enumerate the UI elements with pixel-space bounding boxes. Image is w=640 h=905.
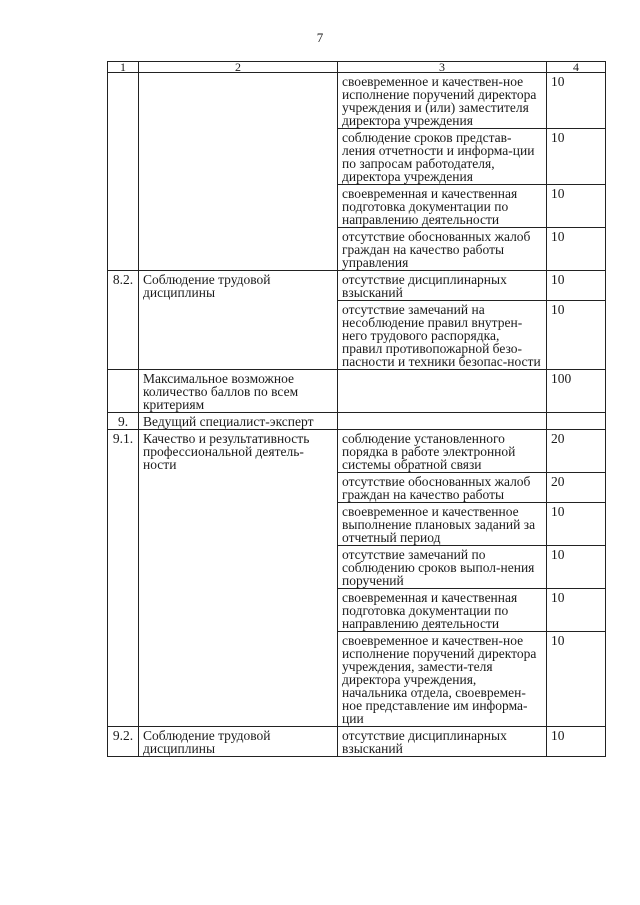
criterion: отсутствие дисциплинарных взысканий <box>338 727 547 757</box>
header-col-4: 4 <box>547 62 606 73</box>
header-row <box>108 62 606 73</box>
item-number <box>108 370 139 413</box>
score: 10 <box>547 632 606 727</box>
item-name: Соблюдение трудовой дисциплины <box>139 727 338 757</box>
criterion: своевременное и качествен-ное исполнение поручений директора учреждения, замести-теля директора учреждения, начальника отдела, своевремен-ное представление им информа-ции <box>338 632 547 727</box>
criterion: отсутствие дисциплинарных взысканий <box>338 271 547 301</box>
criterion: своевременная и качественная подготовка документации по направлению деятельности <box>338 185 547 228</box>
criterion: отсутствие замечаний по соблюдению сроков выпол-нения поручений <box>338 546 547 589</box>
item-name: Качество и результативность профессиональной деятель-ности <box>139 430 338 727</box>
score: 100 <box>547 370 606 413</box>
table-row <box>108 73 606 129</box>
item-number: 9.2. <box>108 727 139 757</box>
page-number: 7 <box>316 30 324 45</box>
table-row <box>108 370 606 413</box>
item-number: 8.2. <box>108 271 139 370</box>
item-name: Соблюдение трудовой дисциплины <box>139 271 338 370</box>
score: 10 <box>547 727 606 757</box>
table-row <box>108 271 606 301</box>
criterion <box>338 370 547 413</box>
header-col-2: 2 <box>139 62 338 73</box>
criterion: отсутствие замечаний на несоблюдение правил внутрен-него трудового распорядка, правил противопожарной безо-пасности и техники безопас-ности <box>338 301 547 370</box>
score: 10 <box>547 73 606 129</box>
score <box>547 413 606 430</box>
score: 20 <box>547 430 606 473</box>
header-col-3: 3 <box>338 62 547 73</box>
score: 10 <box>547 503 606 546</box>
table-row <box>108 430 606 473</box>
header-col-1: 1 <box>108 62 139 73</box>
criterion: своевременное и качественное выполнение плановых заданий за отчетный период <box>338 503 547 546</box>
item-name <box>139 73 338 271</box>
criterion: соблюдение установленного порядка в работе электронной системы обратной связи <box>338 430 547 473</box>
item-name: Максимальное возможное количество баллов по всем критериям <box>139 370 338 413</box>
score: 10 <box>547 228 606 271</box>
item-name: Ведущий специалист-эксперт <box>139 413 338 430</box>
criterion: отсутствие обоснованных жалоб граждан на качество работы <box>338 473 547 503</box>
table-row <box>108 413 606 430</box>
score: 10 <box>547 129 606 185</box>
item-number: 9.1. <box>108 430 139 727</box>
criterion: отсутствие обоснованных жалоб граждан на качество работы управления <box>338 228 547 271</box>
criterion: своевременное и качествен-ное исполнение поручений директора учреждения и (или) заместителя директора учреждения <box>338 73 547 129</box>
criteria-table <box>107 61 606 757</box>
score: 10 <box>547 271 606 301</box>
score: 20 <box>547 473 606 503</box>
criterion: соблюдение сроков представ-ления отчетности и информа-ции по запросам работодателя, директора учреждения <box>338 129 547 185</box>
table-row <box>108 727 606 757</box>
score: 10 <box>547 185 606 228</box>
score: 10 <box>547 301 606 370</box>
score: 10 <box>547 589 606 632</box>
item-number: 9. <box>108 413 139 430</box>
score: 10 <box>547 546 606 589</box>
criterion: своевременная и качественная подготовка документации по направлению деятельности <box>338 589 547 632</box>
criterion <box>338 413 547 430</box>
item-number <box>108 73 139 271</box>
